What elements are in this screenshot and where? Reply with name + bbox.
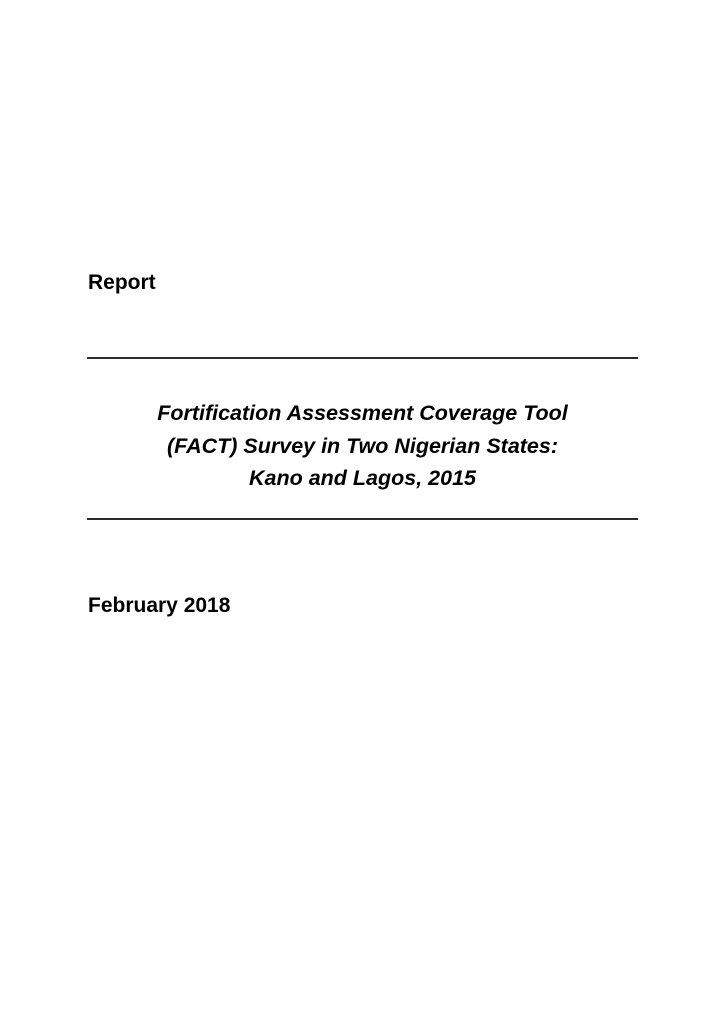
title-line-3: Kano and Lagos, 2015 — [248, 466, 476, 490]
document-title — [87, 397, 638, 495]
bottom-divider — [87, 518, 638, 520]
publication-date: February 2018 — [88, 594, 231, 617]
title-line-2: (FACT) Survey in Two Nigerian States: — [166, 433, 559, 458]
top-divider — [87, 357, 638, 359]
document-type-label: Report — [88, 271, 156, 294]
title-line-1: Fortification Assessment Coverage Tool — [157, 401, 568, 425]
